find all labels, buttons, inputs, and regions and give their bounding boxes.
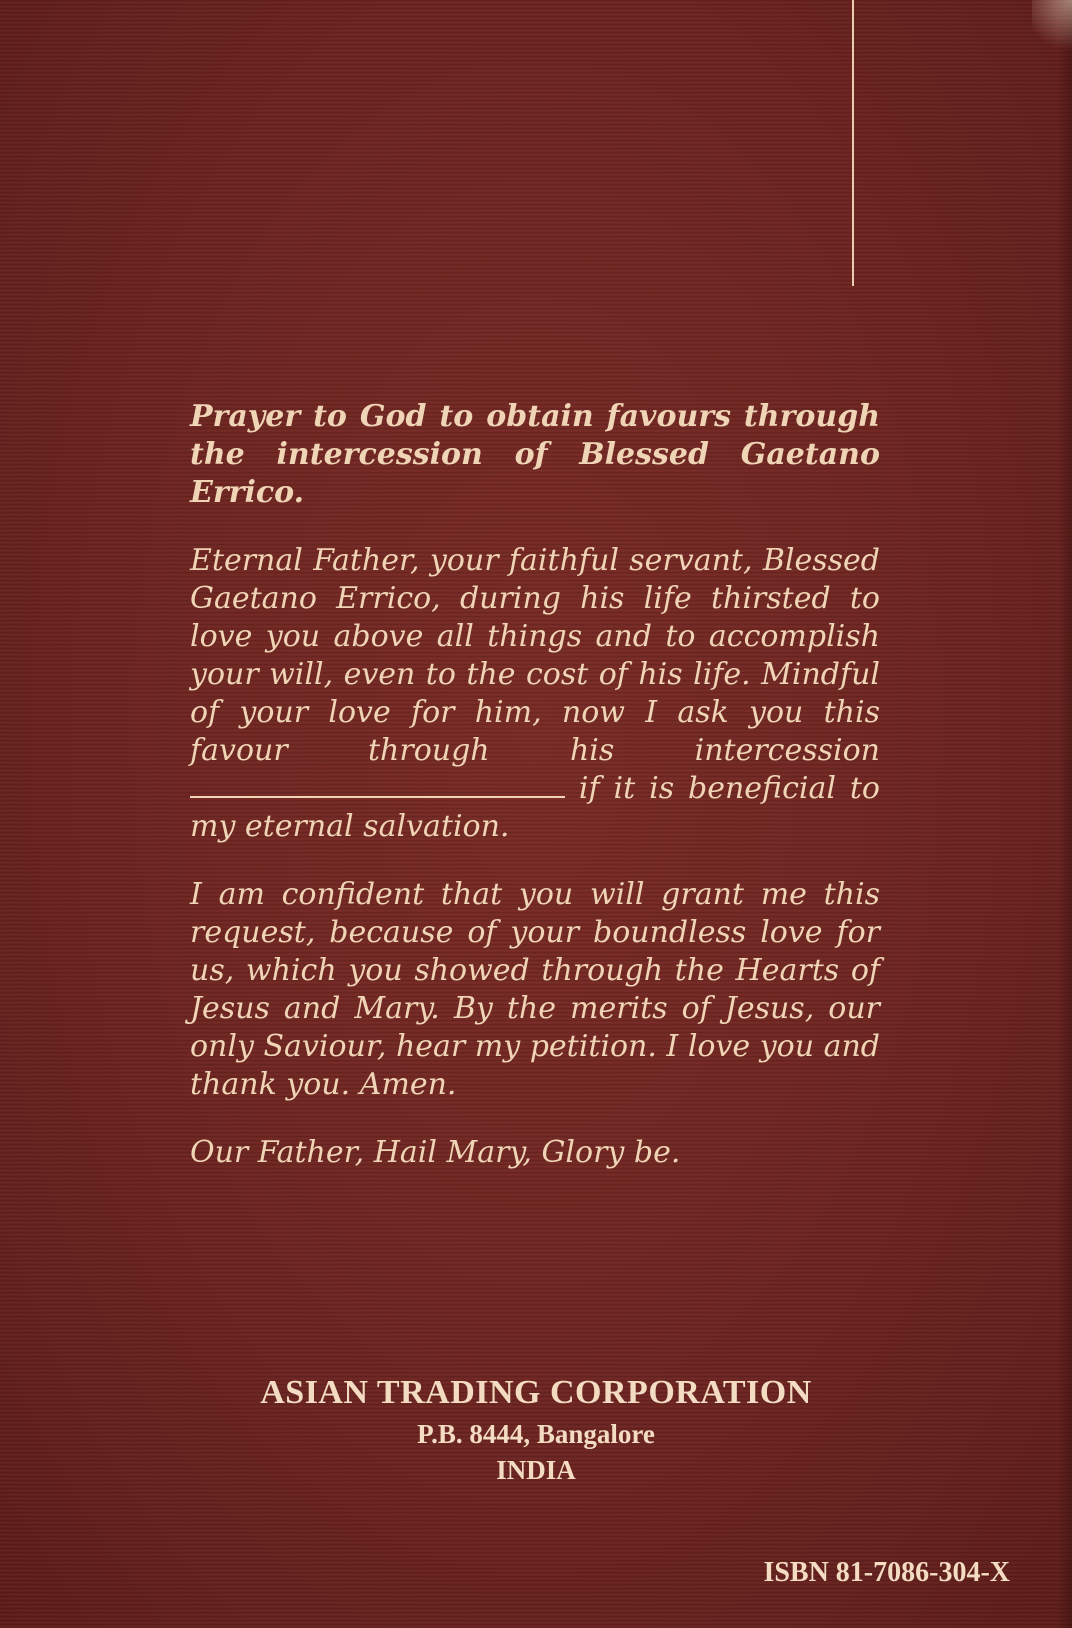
prayer-paragraph-1-ending: if it is beneficial to my eternal salvation. [190, 771, 880, 844]
prayer-text [190, 398, 880, 1202]
publisher-block [0, 1370, 1072, 1488]
blank-fill-line [190, 770, 565, 798]
prayer-paragraph-2: I am confident that you will grant me this request, because of your boundless love for us, which you showed through the Hearts of Jesus and Mary. By the merits of Jesus, our only Saviour, hear my petition. I love you and thank you. Amen. [190, 877, 880, 1102]
publisher-address: P.B. 8444, Bangalore [417, 1419, 655, 1449]
prayer-heading: Prayer to God to obtain favours through the intercession of Blessed Gaetano Errico. [190, 399, 880, 510]
vertical-rule [852, 0, 854, 286]
corner-wear [1032, 0, 1072, 60]
prayer-paragraph-1-text: Eternal Father, your faithful servant, Blessed Gaetano Errico, during his life thirsted to love you above all things and to accomplish your will, even to the cost of his life. Mindful of your love for him, now I ask you this favour through his intercession [190, 543, 880, 768]
prayer-paragraph-1 [190, 542, 880, 846]
publisher-country: INDIA [496, 1455, 576, 1485]
prayer-closing: Our Father, Hail Mary, Glory be. [190, 1135, 681, 1170]
isbn-number: ISBN 81-7086-304-X [763, 1557, 1010, 1588]
publisher-name: ASIAN TRADING CORPORATION [260, 1374, 812, 1411]
